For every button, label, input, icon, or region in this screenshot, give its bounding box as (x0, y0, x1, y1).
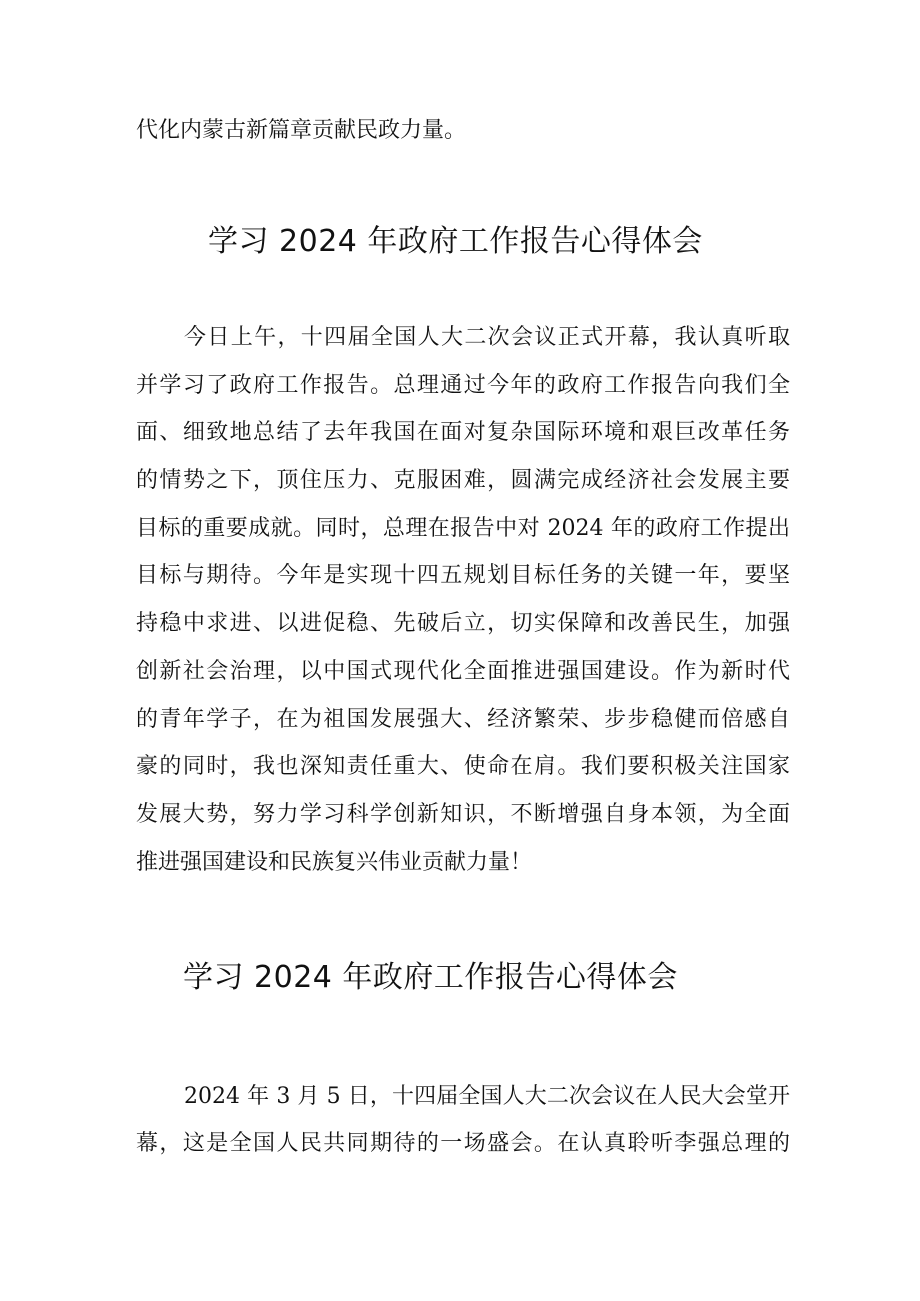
paragraph-line: 持稳中求进、以进促稳、先破后立，切实保障和改善民生，加强 (136, 611, 790, 636)
paragraph-line: 的青年学子，在为祖国发展强大、经济繁荣、步步稳健而倍感自 (136, 707, 790, 732)
paragraph-line: 今日上午，十四届全国人大二次会议正式开幕，我认真听取 (184, 325, 790, 350)
paragraph-line: 面、细致地总结了去年我国在面对复杂国际环境和艰巨改革任务 (136, 420, 790, 445)
paragraph-line: 目标与期待。今年是实现十四五规划目标任务的关键一年，要坚 (136, 563, 790, 588)
paragraph-line: 2024 年 3 月 5 日，十四届全国人大二次会议在人民大会堂开 (184, 1084, 790, 1109)
paragraph-line: 创新社会治理，以中国式现代化全面推进强国建设。作为新时代 (136, 659, 790, 684)
section-2-title: 学习 2024 年政府工作报告心得体会 (183, 960, 678, 995)
paragraph-line: 目标的重要成就。同时，总理在报告中对 2024 年的政府工作提出 (136, 516, 790, 541)
paragraph-line: 推进强国建设和民族复兴伟业贡献力量！ (136, 850, 533, 875)
paragraph-line: 并学习了政府工作报告。总理通过今年的政府工作报告向我们全 (136, 373, 790, 398)
section-1-title: 学习 2024 年政府工作报告心得体会 (208, 224, 703, 259)
paragraph-line: 发展大势，努力学习科学创新知识，不断增强自身本领，为全面 (136, 802, 790, 827)
fragment-text: 代化内蒙古新篇章贡献民政力量。 (136, 118, 467, 143)
paragraph-line: 豪的同时，我也深知责任重大、使命在肩。我们要积极关注国家 (136, 754, 790, 779)
paragraph-line: 幕，这是全国人民共同期待的一场盛会。在认真聆听李强总理的 (136, 1131, 790, 1156)
paragraph-line: 的情势之下，顶住压力、克服困难，圆满完成经济社会发展主要 (136, 468, 790, 493)
